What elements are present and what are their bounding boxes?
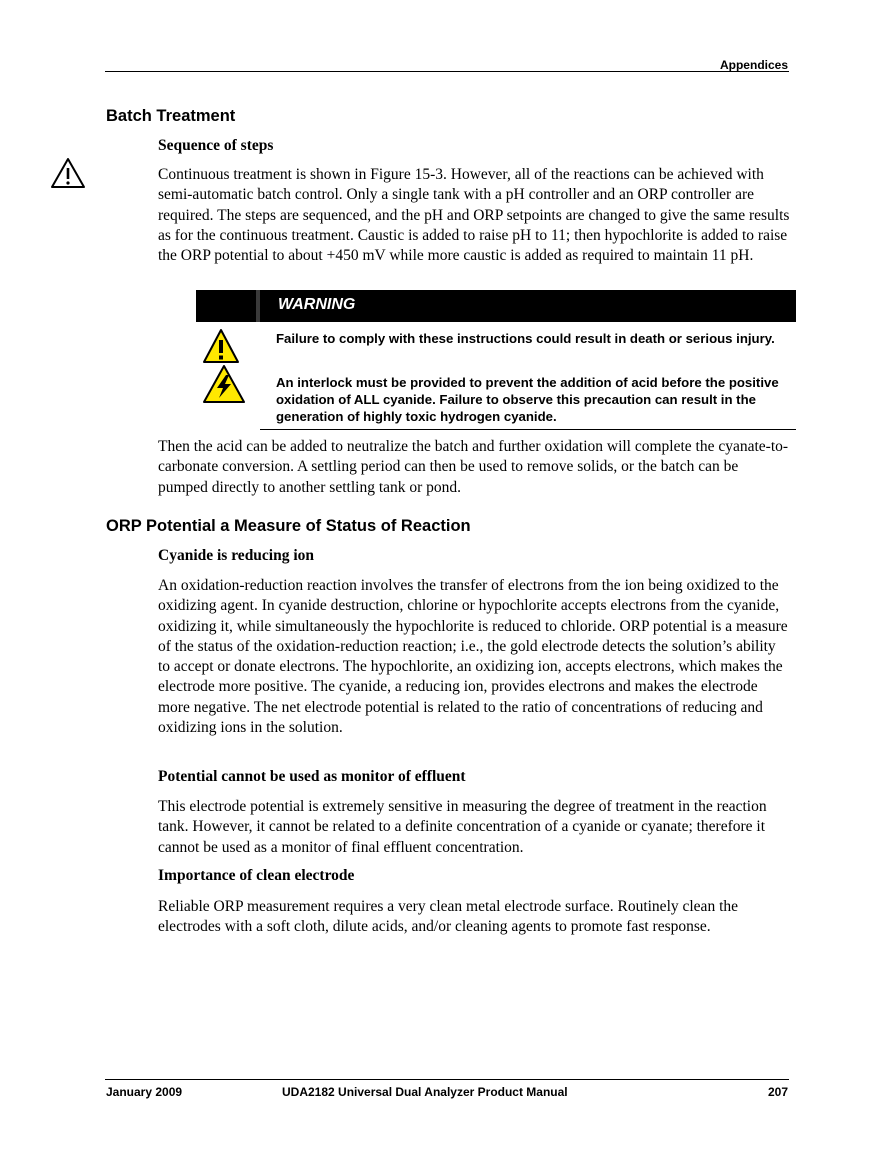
paragraph-electrode-potential: This electrode potential is extremely sensitive in measuring the degree of treatment in the reaction tank. However, it cannot be related to a definite concentration of a cyanide or cyanate; therefore it cannot be used as a monitor of final effluent concentration. [158,798,767,856]
warning-triangle-icon [202,328,240,364]
warning-header-divider [256,290,260,322]
subheading-clean-electrode: Importance of clean electrode [158,867,355,884]
paragraph-batch-neutralize: Then the acid can be added to neutralize the batch and further oxidation will complete the cyanate-to-carbonate conversion. A settling period can then be used to remove solids, or the batch can be pumped directly to another settling tank or pond. [158,438,789,496]
footer-page-number: 207 [767,1085,788,1099]
paragraph-oxidation-reduction: An oxidation-reduction reaction involves the transfer of electrons from the ion being oxidized to the oxidizing agent. In cyanide destruction, chlorine or hypochlorite accepts electrons from the cyanide, oxidizing it, while simultaneously the hypochlorite is reduced to chloride. ORP potential is a measure of the status of the oxidation-reduction reaction; i.e., the gold electrode detects the solution’s ability to accept or donate electrons. The hypochlorite, an oxidizing ion, accepts electrons, which makes the electrode more positive. The cyanide, a reducing ion, provides electrons and makes the electrode more negative. The net electrode potential is related to the ratio of concentrations of reducing and oxidizing ions in the solution. [158,577,788,737]
header-section-label: Appendices [719,58,788,72]
footer-date: January 2009 [106,1085,183,1099]
warning-title: WARNING [278,296,356,313]
section-title-batch-treatment: Batch Treatment [106,107,236,125]
caution-icon [50,156,86,190]
footer-manual-title: UDA2182 Universal Dual Analyzer Product Manual [282,1085,568,1099]
warning-text-interlock: An interlock must be provided to prevent the addition of acid before the positive oxidation of ALL cyanide. Failure to observe this precaution can result in the generation of highly toxic hydrogen cyanide. [276,375,779,424]
header-rule [105,71,789,72]
paragraph-batch-sequence: Continuous treatment is shown in Figure 15-3. However, all of the reactions can be achieved with semi-automatic batch control. Only a single tank with a pH controller and an ORP controller are required. The steps are sequenced, and the pH and ORP setpoints are changed to give the same results as for the continuous treatment. Caustic is added to raise pH to 11; then hypochlorite is added to raise the ORP potential to about +450 mV while more caustic is added as required to maintain 11 pH. [158,166,790,265]
electric-shock-icon [202,364,246,404]
section-title-orp-potential: ORP Potential a Measure of Status of Reaction [106,517,471,535]
subheading-cyanide-reducing-ion: Cyanide is reducing ion [158,547,315,564]
subheading-sequence-of-steps: Sequence of steps [158,137,274,154]
warning-bottom-rule [260,429,796,430]
footer-rule [105,1079,789,1080]
warning-box [196,290,796,431]
warning-text-failure: Failure to comply with these instructions could result in death or serious injury. [276,331,775,346]
paragraph-reliable-orp: Reliable ORP measurement requires a very clean metal electrode surface. Routinely clean the electrodes with a soft cloth, dilute acids, and/or cleaning agents to promote fast response. [158,898,739,936]
subheading-potential-monitor: Potential cannot be used as monitor of effluent [158,768,466,785]
